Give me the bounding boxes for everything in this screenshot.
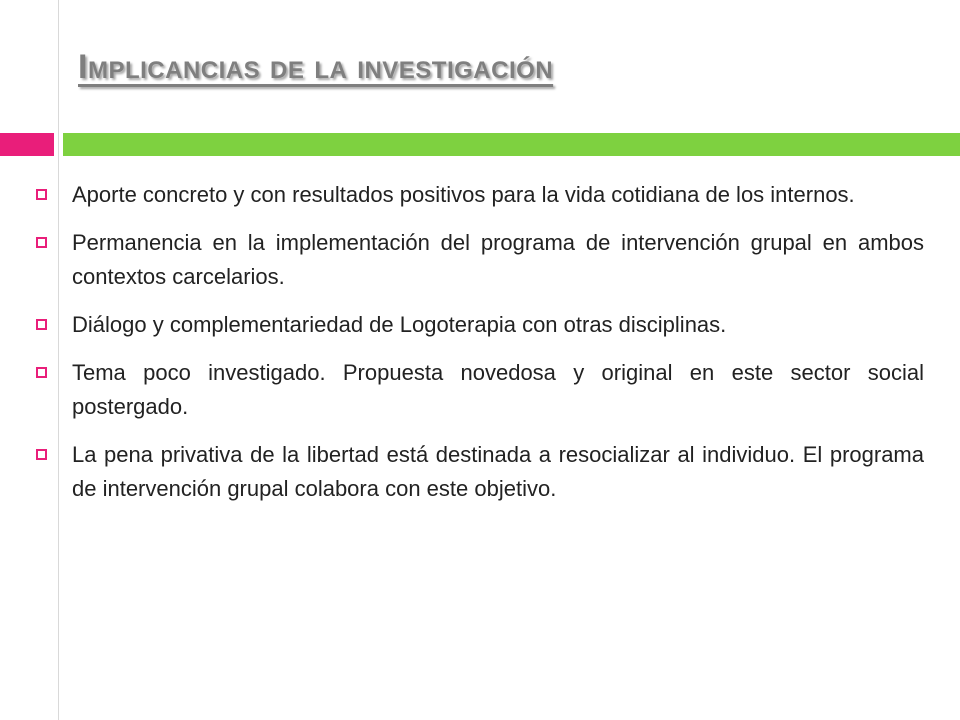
square-bullet-icon — [36, 319, 47, 330]
bullet-item — [36, 308, 924, 342]
bullet-text: La pena privativa de la libertad está destinada a resocializar al individuo. El programa de intervención grupal colabora con este objetivo. — [72, 442, 924, 501]
square-bullet-icon — [36, 237, 47, 248]
square-bullet-icon — [36, 367, 47, 378]
bullet-item — [36, 356, 924, 424]
square-bullet-icon — [36, 449, 47, 460]
bullet-text: Permanencia en la implementación del programa de intervención grupal en ambos contextos carcelarios. — [72, 230, 924, 289]
bullet-item — [36, 226, 924, 294]
bullet-text: Aporte concreto y con resultados positivos para la vida cotidiana de los internos. — [72, 182, 855, 207]
bullet-text: Diálogo y complementariedad de Logoterapia con otras disciplinas. — [72, 312, 727, 337]
bullet-text: Tema poco investigado. Propuesta novedosa y original en este sector social postergado. — [72, 360, 924, 419]
accent-bar-pink — [0, 133, 54, 156]
square-bullet-icon — [36, 189, 47, 200]
slide-title: Implicancias de la investigación — [78, 48, 554, 86]
accent-bar-green — [63, 133, 960, 156]
bullet-list — [36, 178, 924, 520]
bullet-item — [36, 438, 924, 506]
bullet-item — [36, 178, 924, 212]
